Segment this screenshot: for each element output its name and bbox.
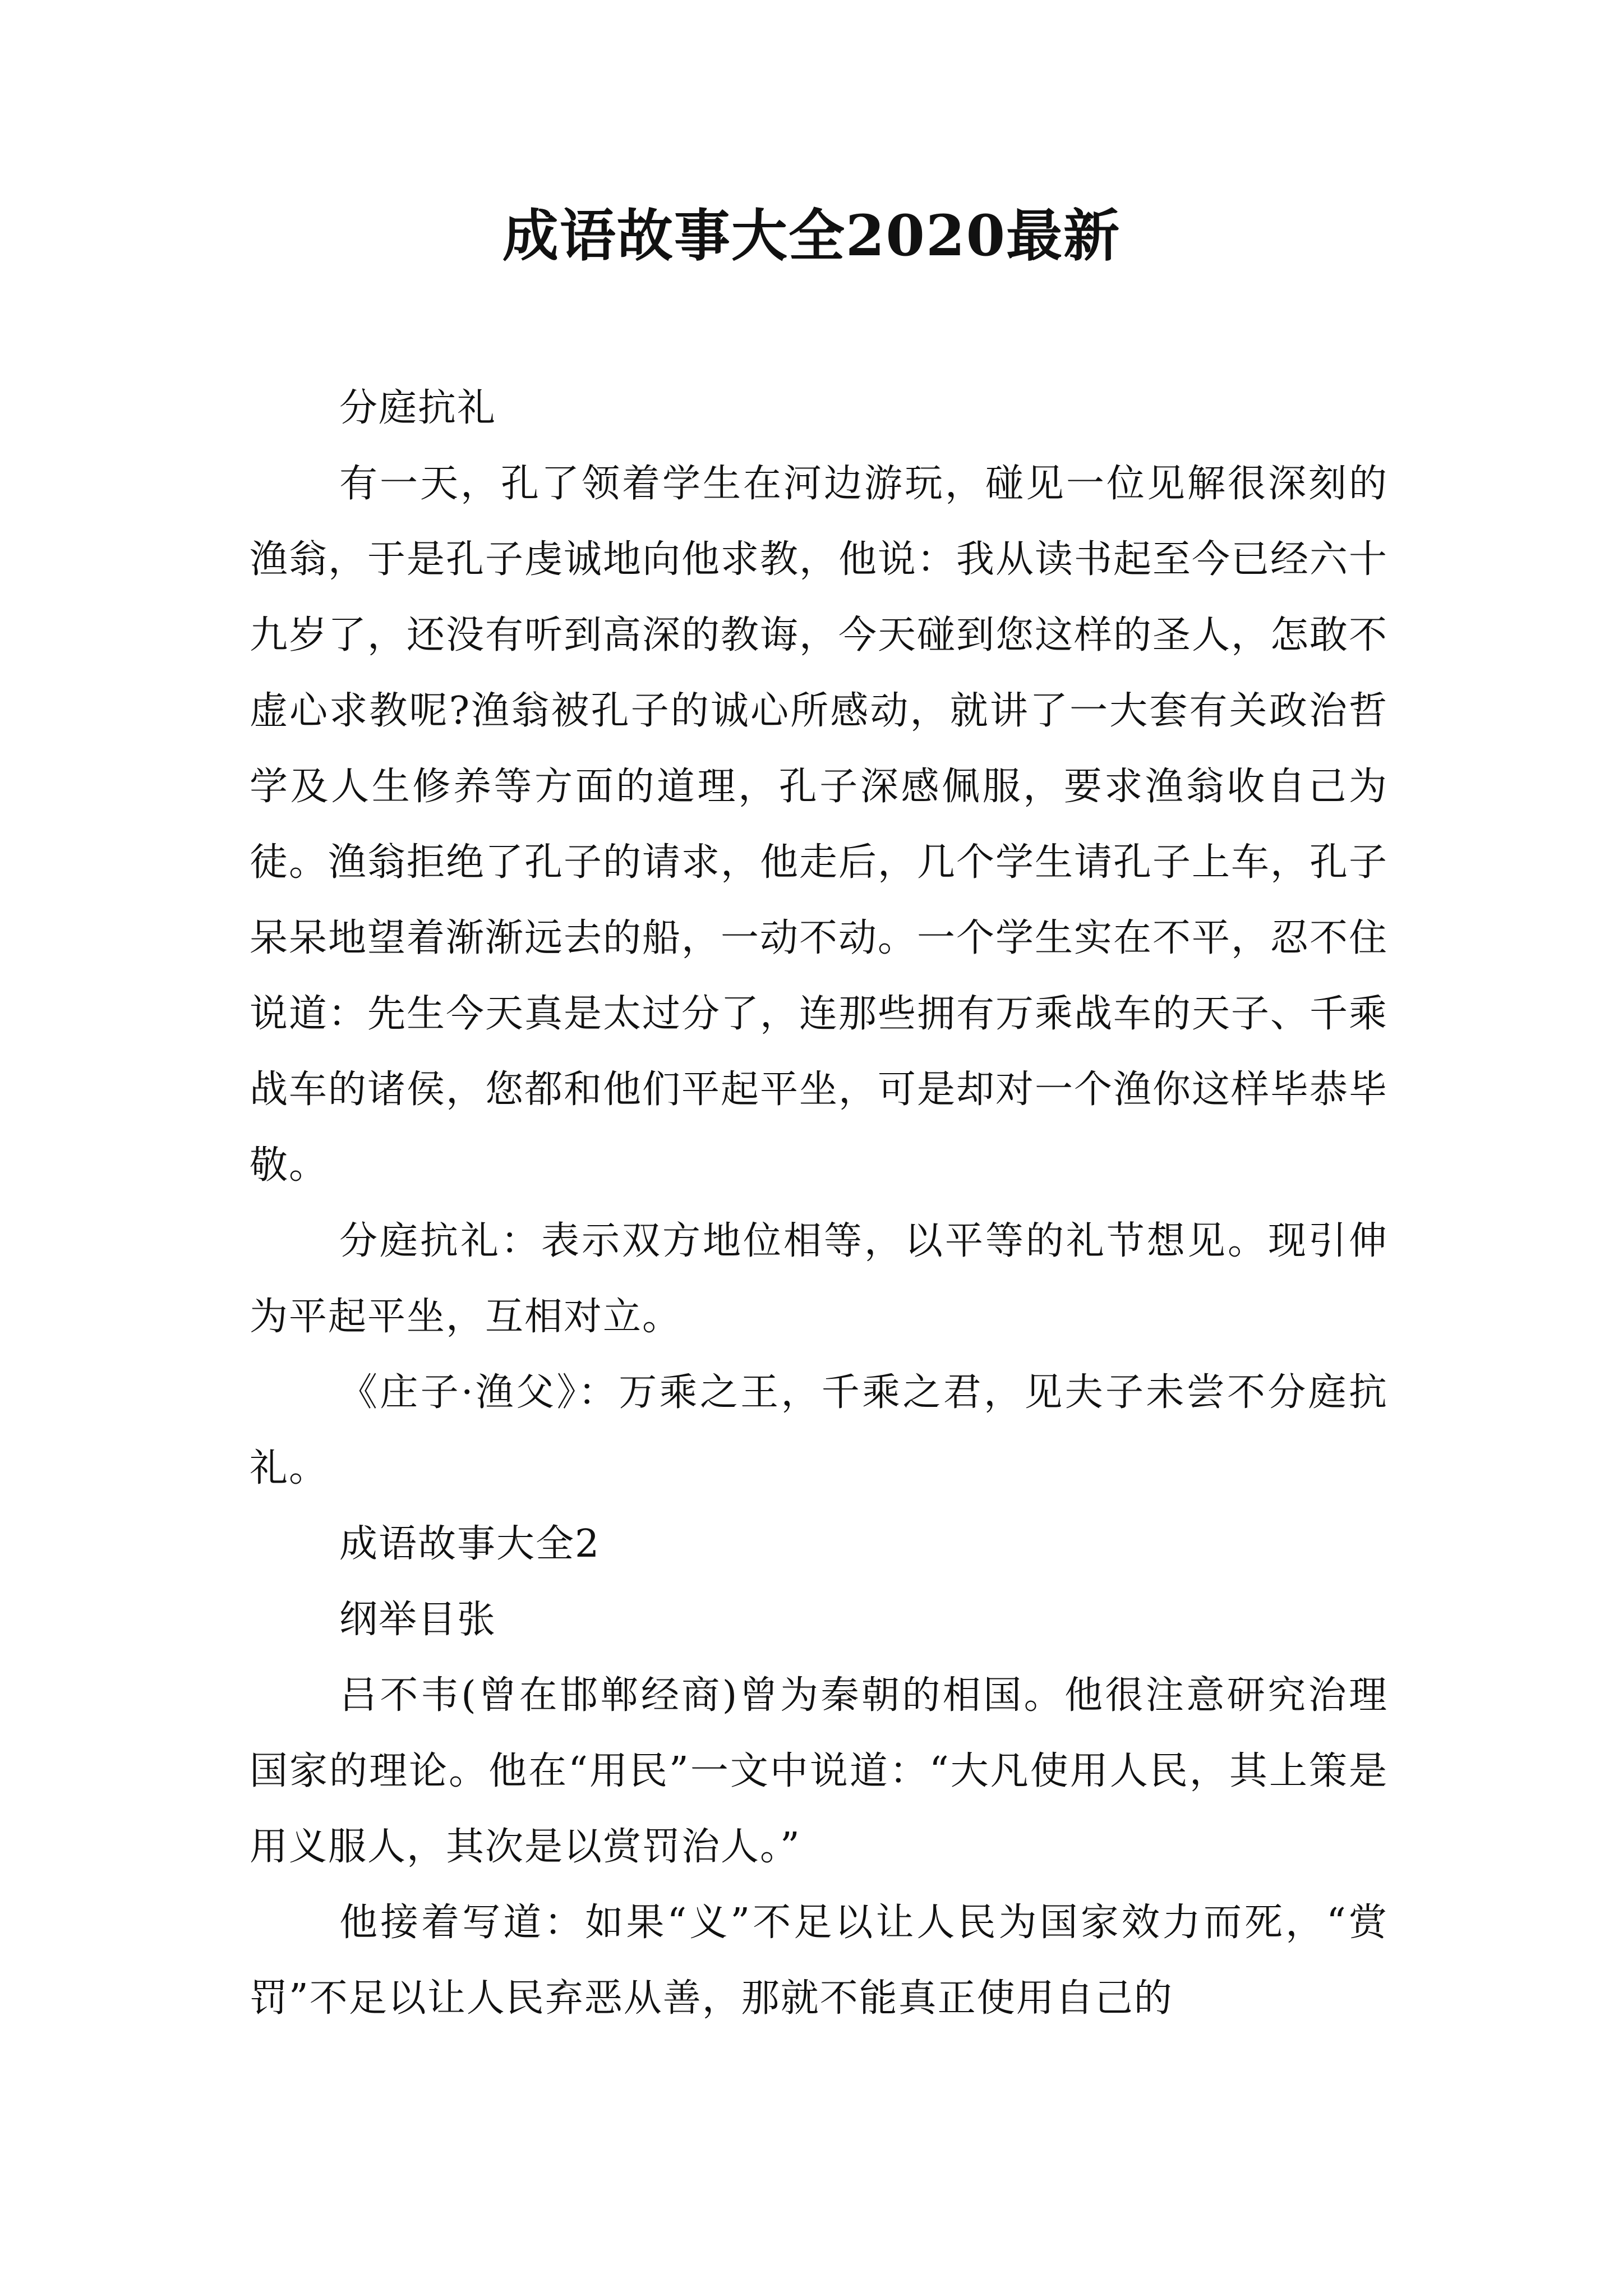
document-body: [250, 370, 1388, 2036]
story-paragraph: 他接着写道：如果“义”不足以让人民为国家效力而死，“赏罚”不足以让人民弃恶从善，那就不能真正使用自己的: [250, 1901, 1388, 2021]
section-heading-gangjumuzhang: 纲举目张: [339, 1598, 497, 1642]
idiom-explanation: 分庭抗礼：表示双方地位相等，以平等的礼节想见。现引伸为平起平坐，互相对立。: [250, 1219, 1388, 1339]
story-paragraph: 有一天，孔了领着学生在河边游玩，碰见一位见解很深刻的渔翁，于是孔子虔诚地向他求教，他说：我从读书起至今已经六十九岁了，还没有听到高深的教诲，今天碰到您这样的圣人，怎敢不虚心求教呢?渔翁被孔子的诚心所感动，就讲了一大套有关政治哲学及人生修养等方面的道理，孔子深感佩服，要求渔翁收自己为徒。渔翁拒绝了孔子的请求，他走后，几个学生请孔子上车，孔子呆呆地望着渐渐远去的船，一动不动。一个学生实在不平，忍不住说道：先生今天真是太过分了，连那些拥有万乘战车的天子、千乘战车的诸侯，您都和他们平起平坐，可是却对一个渔你这样毕恭毕敬。: [250, 462, 1389, 1188]
document-title: 成语故事大全2020最新: [502, 203, 1121, 269]
section-subtitle: 成语故事大全2: [339, 1522, 601, 1566]
story-paragraph: 吕不韦(曾在邯郸经商)曾为秦朝的相国。他很注意研究治理国家的理论。他在“用民”一文中说道：“大凡使用人民，其上策是用义服人，其次是以赏罚治人。”: [250, 1673, 1388, 1869]
idiom-source-quote: 《庄子·渔父》：万乘之王，千乘之君，见夫子未尝不分庭抗礼。: [250, 1370, 1388, 1490]
section-heading-fentingkangli: 分庭抗礼: [339, 386, 497, 430]
